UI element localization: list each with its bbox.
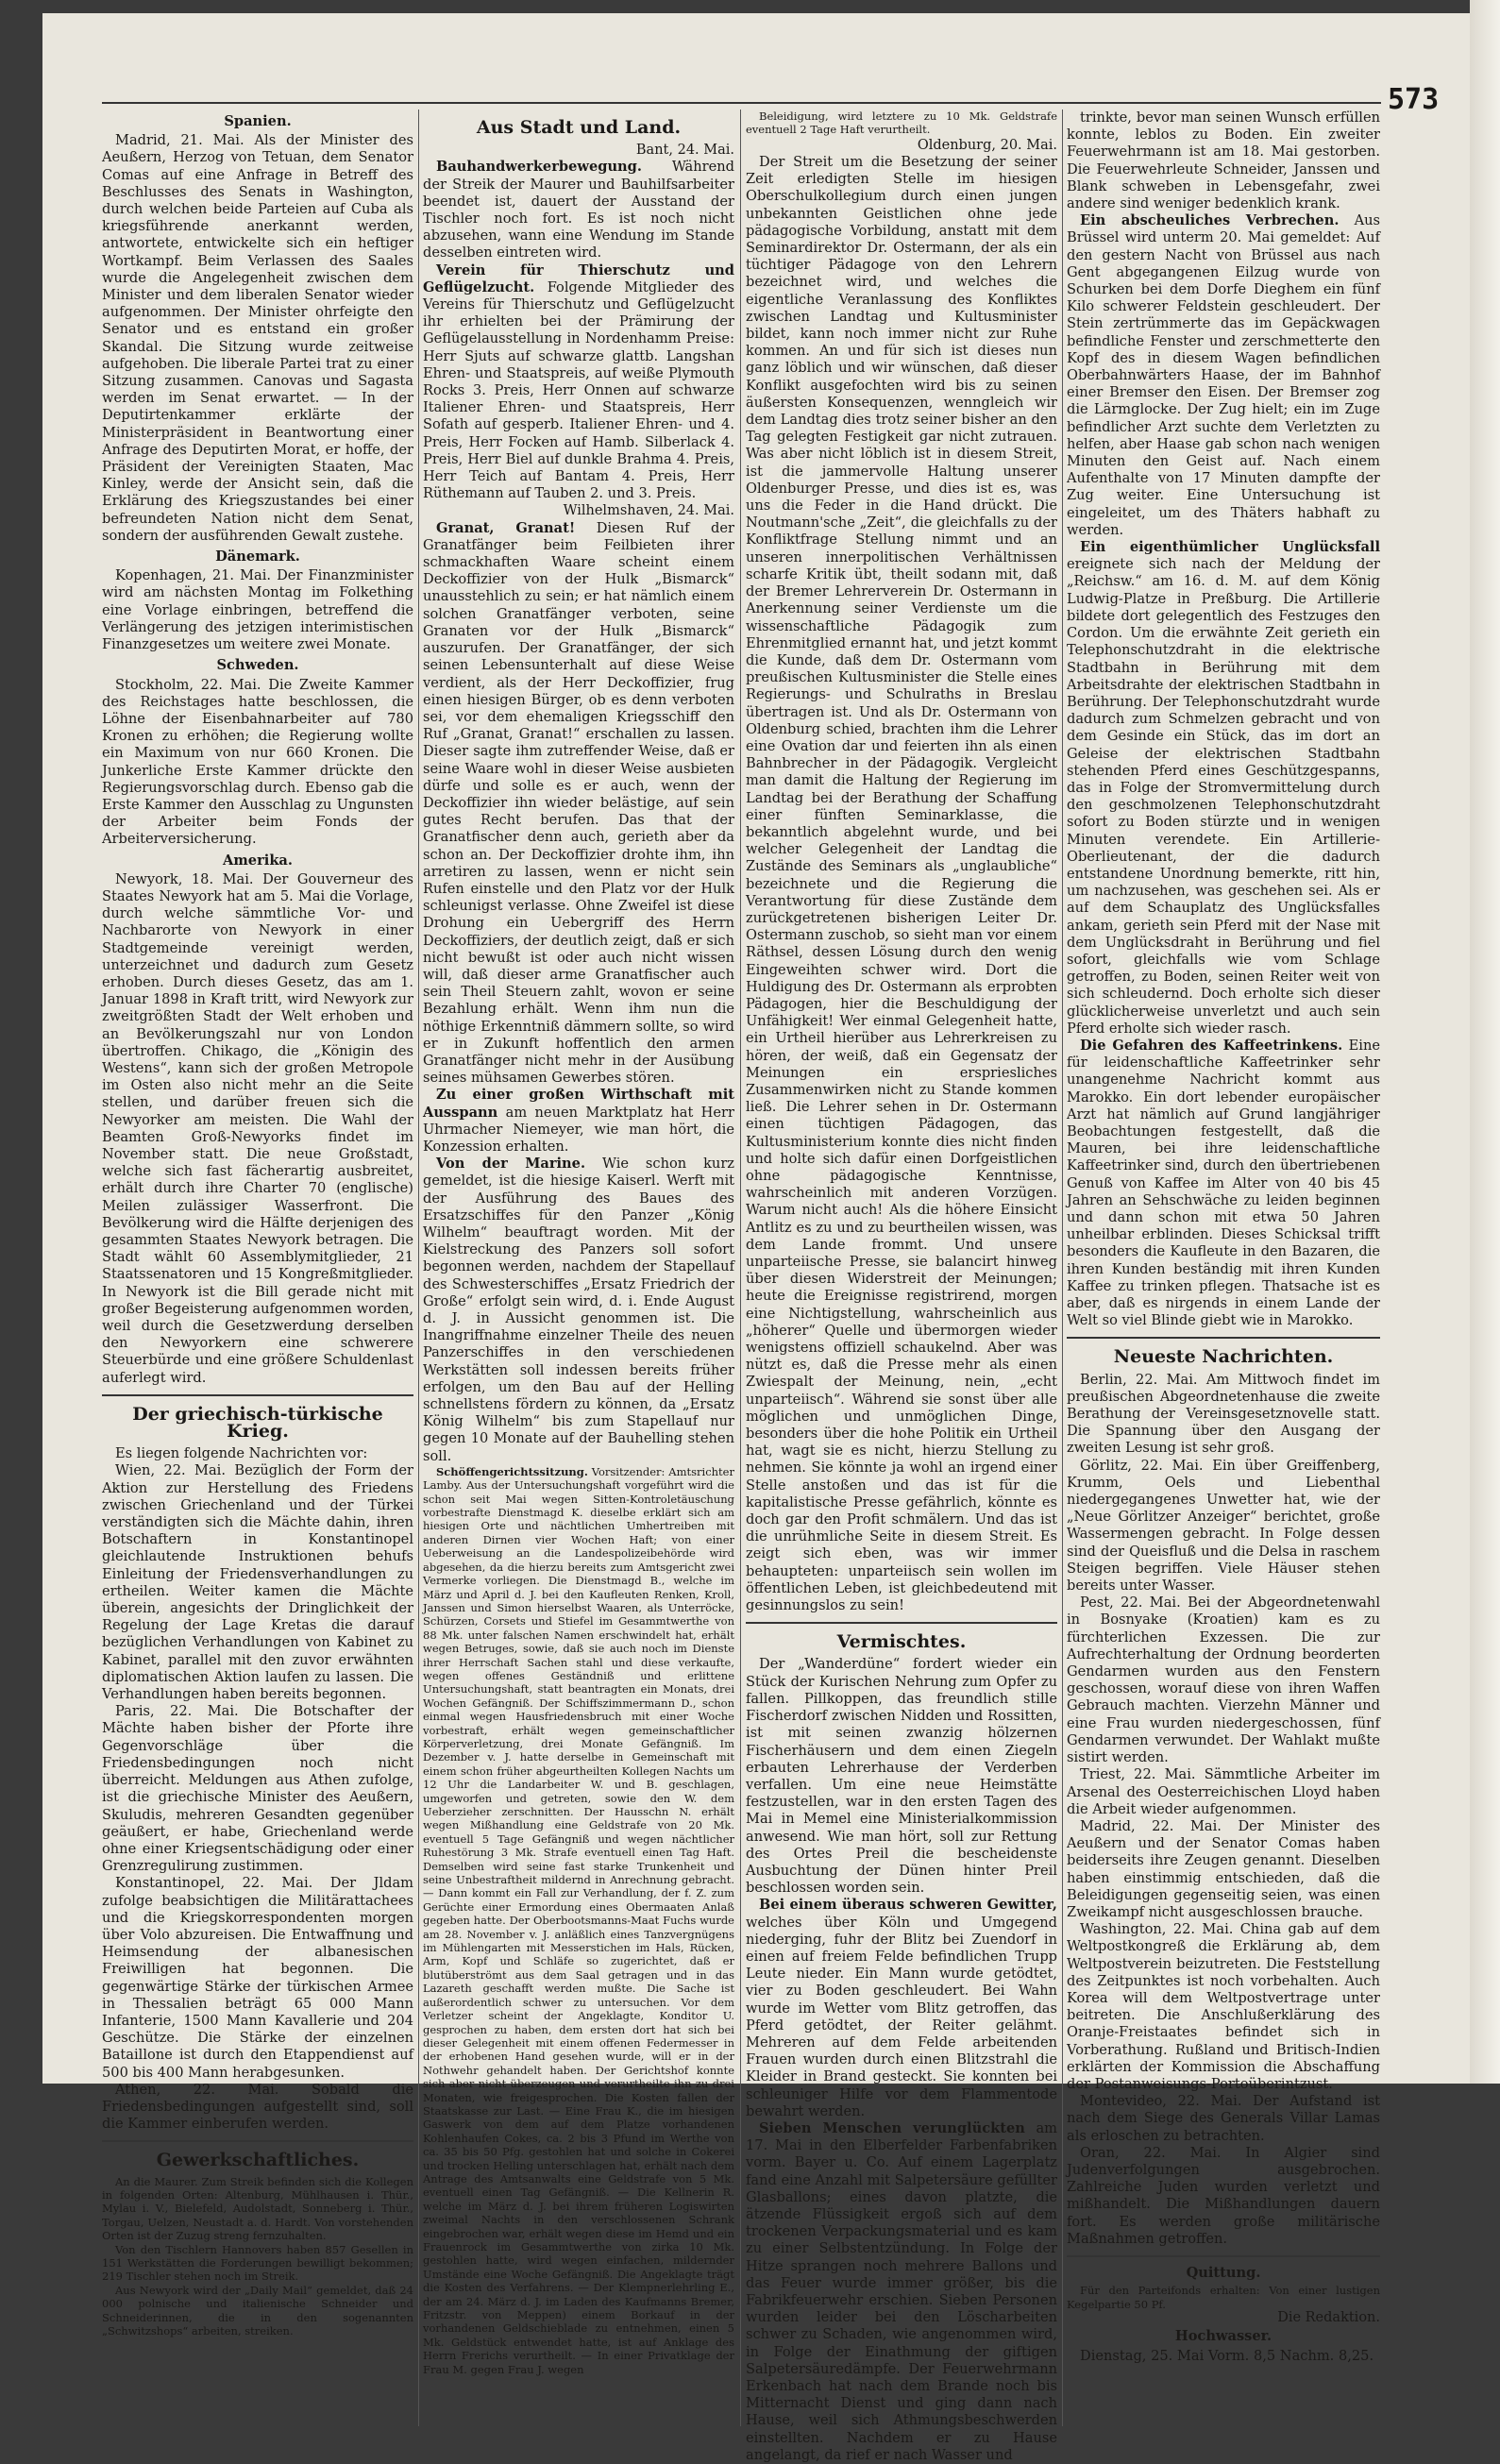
heading-vermischtes: Vermischtes. [836,1631,967,1653]
heading-schweden: Schweden. [216,657,299,674]
article-madrid: Madrid, 22. Mai. Der Minister des Aeußern und der Senator Comas haben beiderseits ihre Zeugen genannt. Dieselben haben einstimmig entschieden, daß die Beleidigungen gegenseitig seien, was einen Zweikampf nicht ausgeschlossen brauche. [1067,1817,1380,1920]
article-athen: Athen, 22. Mai. Sobald die Friedensbedingungen aufgestellt sind, soll die Kammer einberufen werden. [102,2081,413,2133]
heading-krieg: Der griechisch-türkische Krieg. [132,1403,383,1443]
dateline-wilhelmshaven: Wilhelmshaven, 24. Mai. [563,503,734,519]
article-granat: Diesen Ruf der Granatfänger beim Feilbieten ihrer schmackhaften Waare scheint einem Deckoffizier von der Hulk „Bismarck“ unausstehlich zu sein; er hat nämlich einem solchen Granatfänger verboten, seine Granaten vor der Hulk „Bismarck“ auszurufen. Der Granatfänger, der sich seinen Lebensunterhalt auf diese Weise verdient, als der Herr Deckoffizier, frug einen hiesigen Bürger, ob es denn verboten sei, vor dem ehemaligen Kriegsschiff den Ruf „Granat, Granat!“ erschallen zu lassen. Dieser sagte ihm zutreffender Weise, daß er seine Waare wohl in dieser Weise ausbieten dürfe und solle es er auch, wenn der Deckoffizier ihn wieder belästige, auf sein gutes Recht berufen. Das that der Granatfischer denn auch, gerieth aber da schon an. Der Deckoffizier drohte ihm, ihn arretiren zu lassen, wenn er nicht sein Rufen einstelle und den Platz vor der Hulk schleunigst verlasse. Ohne Zweifel ist diese Drohung ein Uebergriff des Herrn Deckoffiziers, der deutlich zeigt, daß er sich nicht bewußt ist oder auch nicht wissen will, daß dieser arme Granatfischer auch sein Theil Steuern zahlt, wovon er seine Bezahlung erhält. Wenn ihm nun die nöthige Erkenntniß dämmern sollte, so wird er in Zukunft hoffentlich den armen Granatfänger nicht mehr in der Ausübung seines mühsamen Gewerbes stören. [423,519,734,1087]
heading-spanien: Spanien. [224,113,292,129]
article-wirthschaft: am neuen Marktplatz hat Herr Uhrmacher Niemeyer, wie man hört, die Konzession erhalten. [423,1104,734,1155]
gewerk-newyork: Aus Newyork wird der „Daily Mail“ gemeldet, daß 24 000 polnische und italienische Schneider und Schneiderinnen, die in den sogenannten „Schwitzshops“ arbeiten, streiken. [102,2283,413,2338]
sub-unglueck: Ein eigenthümlicher Unglücksfall [1080,539,1380,556]
article-wien: Wien, 22. Mai. Bezüglich der Form der Aktion zur Herstellung des Friedens zwischen Griechenland und der Türkei verständigten sich die Mächte dahin, ihren Botschaftern in Konstantinopel gleichlautende Instruktionen behufs Einleitung der Friedensverhandlungen zu ertheilen. Weiter kamen die Mächte überein, angesichts der Dringlichkeit der Regelung der Lage Kretas die darauf bezüglichen Verhandlungen von Kabinet zu Kabinet, parallel mit den zuvor erwähnten diplomatischen Aktion laufen zu lassen. Die Verhandlungen haben bereits begonnen. [102,1462,413,1703]
section-rule [1067,2255,1380,2257]
sub-wirthschaft: Zu einer großen Wirthschaft mit Ausspann [423,1087,734,1121]
article-washington: Washington, 22. Mai. China gab auf dem Weltpostkongreß die Erklärung ab, dem Weltpostverein beizutreten. Die Feststellung des Zeitpunktes ist noch vorbehalten. Auch Korea will dem Weltpostvertrage unter beitreten. Die Anschlußerklärung des Oranje-Freistaates befindet sich in Vorberathung. Rußland und Britisch-Indien erklärten der Kommission die Abschaffung der Postanweisungs-Portoüberintzust. [1067,1921,1380,2092]
article-schweden: Stockholm, 22. Mai. Die Zweite Kammer des Reichstages hatte beschlossen, die Löhne der Eisenbahnarbeiter auf 780 Kronen zu erhöhen; die Regierung wollte ein Maximum von nur 660 Kronen. Die Junkerliche Erste Kammer drückte den Regierungsvorschlag durch. Ebenso gab die Erste Kammer den Ausschlag zu Ungunsten der Arbeiter beim Fonds der Arbeiterversicherung. [102,676,413,848]
page-number: 573 [1388,83,1440,116]
heading-daenemark: Dänemark. [215,548,300,565]
dateline-oldenburg: Oldenburg, 20. Mai. [917,137,1057,153]
quittung-text: Für den Parteifonds erhalten: Von einer lustigen Kegelpartie 50 Pf. [1067,2284,1380,2311]
article-wanderduene: Der „Wanderdüne“ fordert wieder ein Stück der Kurischen Nehrung zum Opfer zu fallen. Pillkoppen, das freundlich stille Fischerdorf zwischen Nidden und Rossitten, ist mit seinen zwanzig hölzernen Fischerhäusern und dem einen Ziegeln erbauten Lehrerhause der Verderben verfallen. Um eine neue Heimstätte festzustellen, war in den ersten Tagen des Mai in Memel eine Ministerialkommission anwesend. Wie man hört, soll zur Rettung des Ortes Preil die bescheidenste Ausbuchtung der Dünen hinter Preil beschlossen worden sein. [746,1656,1057,1897]
heading-quittung: Quittung. [1186,2264,1261,2281]
article-oldenburg: Der Streit um die Besetzung der seiner Zeit erledigten Stelle im hiesigen Oberschulkollegium durch einen jungen unbekannten Geistlichen ohne jede pädagogische Vorbildung, anstatt mit dem Seminardirektor Dr. Ostermann, der als ein tüchtiger Pädagoge von den Lehrern bezeichnet wird, und welches die eigentliche Veranlassung des Konfliktes zwischen Landtag und Kultusminister bildet, kann noch immer nicht zur Ruhe kommen. An und für sich ist dieses nun ganz löblich und wir wünschen, daß dieser Konflikt ausgefochten wird bis zu seinen äußersten Konsequenzen, wenngleich wir dem Landtag dies trotz seiner bisher an den Tag gelegten Festigkeit gar nicht zutrauen. Was aber nicht löblich ist in diesem Streit, ist die jammervolle Haltung unserer Oldenburger Presse, und dies ist es, was uns die Feder in die Hand drückt. Die Noutmann'sche „Zeit“, die gleichfalls zu der Konfliktfrage Stellung nimmt und an unseren innerpolitischen Verhältnissen scharfe Kritik übt, theilt sodann mit, daß der Bremer Lehrerverein Dr. Ostermann in Anerkennung seiner Verdienste um die wissenschaftliche Pädagogik zum Ehrenmitglied ernannt hat, und jetzt kommt die Kunde, daß dem Dr. Ostermann vom preußischen Kultusminister die Stelle eines Regierungs- und Schulraths in Breslau übertragen ist. Und als Dr. Ostermann von Oldenburg schied, brachten ihm die Lehrer eine Ovation dar und feierten ihn als einen Bahnbrecher in der Pädagogik. Vergleicht man damit die Haltung der Regierung im Landtag bei der Berathung der Schaffung einer fünften Seminarklasse, die bekanntlich abgelehnt wurde, und bei welcher Gelegenheit der Landtag die Zustände des Seminars als „unglaubliche“ bezeichnete und die Regierung die Verantwortung für diese Zustände dem zurückgetretenen bisherigen Leiter Dr. Ostermann zuschob, so sieht man vor einem Räthsel, dessen Lösung durch den wenig Eingeweihten schwer wird. Dort die Huldigung des Dr. Ostermann als erprobten Pädagogen, hier die Beschuldigung der Unfähigkeit! Wer einmal Gelegenheit hatte, ein Urtheil hierüber aus Lehrerkreisen zu hören, der weiß, daß ein Gegensatz der Meinungen ein erspriesliches Zusammenwirken nicht zu Stande kommen ließ. Die Lehrer sehen in Dr. Ostermann einen tüchtigen Pädagogen, das Kultusministerium konnte dies nicht finden und holte sich dafür einen Dorfgeistlichen ohne pädagogische Kenntnisse, wahrscheinlich mit anderen Vorzügen. Warum nicht auch! Als die höhere Einsicht Antlitz es zu und zu beurtheilen wissen, was dem Lande frommt. Und unsere unparteiische Presse, sie balancirt hinweg über diesen Widerstreit der Meinungen; heute die Ereignisse registrirend, morgen eine Nichtigstellung, wahrscheinlich aus „höherer“ Quelle und übermorgen wieder wenigstens offiziell schaukelnd. Aber was nützt es, daß die Presse mehr als einen Zwiespalt der Meinung, nein, „echt unparteiisch“. Während sie sonst über alle möglichen und unmöglichen Dinge, besonders über die hohe Politik ein Urtheil hat, wagt sie es nicht, hierzu Stellung zu nehmen. Sie könnte ja wohl an irgend einer Stelle anstoßen und das ist für die kapitalistische Presse gefährlich, könnte es doch gar den Profit schmälern. Und das ist die unrühmliche Seite in diesem Streit. Es zeigt sich eben, was wir immer behaupteten: unparteiisch sein wollen im öffentlichen Leben, ist gleichbedeutend mit gesinnungslos zu sein! [746,154,1057,1614]
sub-verbrechen: Ein abscheuliches Verbrechen. [1080,212,1340,229]
article-berlin: Berlin, 22. Mai. Am Mittwoch findet im preußischen Abgeordnetenhause die zweite Berathung der Vereinsgesetznovelle statt. Die Spannung über den Ausgang der zweiten Lesung ist sehr groß. [1067,1371,1380,1457]
column-2 [423,110,734,2426]
section-rule [102,2140,413,2142]
column-divider [1062,110,1063,2426]
section-rule [746,1622,1057,1624]
article-kaffee: Eine für leidenschaftliche Kaffeetrinker sehr unangenehme Nachricht kommt aus Marokko. Ein dort lebender europäischer Arzt hat nämlich auf Grund langjähriger Beobachtungen festgestellt, daß die Mauren, bei ihre leidenschaftliche Kaffeetrinker sind, durch den übertriebenen Genuß von Kaffee im Alter von 40 bis 45 Jahren an Sehschwäche zu leiden beginnen und dann schon mit etwa 50 Jahren unheilbar erblinden. Dieses Schicksal trifft besonders die Kaufleute in den Bazaren, die ihren Kunden beständig mit ihren Kunden Kaffee zu trinken pflegen. Thatsache ist es aber, daß es nirgends in einem Lande der Welt so viel Blinde giebt wie in Marokko. [1067,1037,1380,1329]
krieg-intro: Es liegen folgende Nachrichten vor: [115,1445,368,1462]
column-3 [746,110,1057,2463]
gewerk-tischler: Von den Tischlern Hannovers haben 857 Gesellen in 151 Werkstätten die Forderungen bewilligt bekommen; 219 Tischler stehen noch im Streik. [102,2242,413,2284]
heading-amerika: Amerika. [223,852,293,869]
sub-kaffee: Die Gefahren des Kaffeetrinkens. [1080,1037,1343,1054]
article-triest: Triest, 22. Mai. Sämmtliche Arbeiter im Arsenal des Oesterreichischen Lloyd haben die Arbeit wieder aufgenommen. [1067,1766,1380,1817]
heading-stadt-land: Aus Stadt und Land. [476,117,682,138]
continuation-top: trinkte, bevor man seinen Wunsch erfüllen konnte, leblos zu Boden. Ein zweiter Feuerwehrmann ist am 18. Mai gestorben. Die Feuerwehrleute Schneider, Janssen und Blank schweben in Lebensgefahr, zwei andere sind weniger bedenklich krank. [1067,110,1380,212]
section-rule [1067,1337,1380,1339]
sub-verein: Verein für Thierschutz und Geflügelzucht. [423,262,734,295]
article-schoeffen: Vorsitzender: Amtsrichter Lamby. Aus der Untersuchungshaft vorgeführt wird die schon seit Mai wegen Sitten-Kontroletäuschung vorbestrafte Dienstmagd K. dieselbe erklärt sich am hiesigen Orte und nächtlichen Umhertreiben mit anderen Dirnen vier Wochen Haft; von einer Ueberweisung an die Landespolizeibehörde wird abgesehen, da die hierzu bereits zum Amtsgericht zwei Vermerke vorliegen. Die Dienstmagd B., welche im März und April d. J. bei den Kaufleuten Renken, Kroll, Janssen und Simon hierselbst Waaren, als Unterröcke, Schürzen, Corsets und Stiefel im Gesammtwerthe von 88 Mk. unter falschen Namen erschwindelt hat, erhält wegen Betruges, sowie, daß sie auch noch im Dienste ihrer Herrschaft Sachen stahl und diese verkaufte, wegen offenes Geständniß und erlittene Untersuchungshaft, statt beantragten ein Monats, drei Wochen Gefängniß. Der Schiffszimmermann D., schon einmal wegen Hausfriedensbruch mit einer Woche vorbestraft, erhält wegen gemeinschaftlicher Körperverletzung, drei Monate Gefängniß. Im Dezember v. J. hatte derselbe in Gemeinschaft mit einem schon früher abgeurtheilten Kollegen Nachts um 12 Uhr die Landarbeiter W. und B. geschlagen, umgeworfen und getreten, sowie den W. dem Ueberzieher zerschnitten. Der Hausschn N. erhält wegen Mißhandlung eine Geldstrafe von 20 Mk. eventuell 5 Tage Gefängniß und wegen nächtlicher Ruhestörung 3 Mk. Strafe eventuell einen Tag Haft. Demselben wird seine fast starke Trunkenheit und seine Unbestraftheit mildernd in Anrechnung gebracht. — Dann kommt ein Fall zur Verhandlung, der f. Z. zum Gerüchte einer Ermordung eines Obermaaten Anlaß gegeben hatte. Der Oberbootsmanns-Maat Fuchs wurde am 28. November v. J. anläßlich eines Tanzvergnügens im Mühlengarten mit Messerstichen im Hals, Rücken, Arm, Kopf und Schläfe so zugerichtet, daß er blutüberströmt aus dem Saal getragen und in das Lazareth geschafft werden mußte. Die Sache ist außerordentlich schwer zu untersuchen. Vor dem Verletzer scheint der Angeklagte, Konditor U. gesprochen zu haben, dem ersten dort hat sich bei dieser Gelegenheit mit einem offenen Federmesser in der erhobenen Hand gesehen wurde, will er in der Nothwehr gehandelt haben. Der Gerichtshof konnte sich aber nicht überzeugen und verurtheilte ihn zu drei Monaten, wie freigesprochen. Die Kosten fallen der Staatskasse zur Last. — Eine Frau K., die im hiesigen Gaswerk von dem auf dem Platze vorhandenen Kohlenhaufen Cokes, ca. 2 bis 3 Pfund im Werthe von ca. 35 bis 50 Pfg. gestohlen hat und solche in Cokerei und trocken Helling unterschlagen hat, erhält nach dem Antrage des Amtsanwalts eine Geldstrafe von 5 Mk. eventuell einen Tag Gefängniß. — Die Kellnerin R. welche im März d. J. bei ihrem früheren Logiswirten zweimal Nachts in den verschlossenen Schrank eingebrochen war, erhält wegen diese im Hemd und ein Frauenrock im Gesammtwerthe von zirka 10 Mk. gestohlen hatte, wird wegen einfachen, mildernder Umstände eine Woche Gefängniß. Die Angeklagte trägt die Kosten des Verfahrens. — Der Klempnerlehrling E., der am 24. März d. J. im Laden des Kaufmanns Bremer, Fritzstr. von Meppen) einem Borkauf in der vorhandenen Geldschieblade zu entnehmen, einen 5 Mk. Geldstück entwendet hatte, ist auf Anklage des Herrn Frerichs verurtheilt. — In einer Privatklage der Frau M. gegen Frau J. wegen [423,1464,734,2376]
article-montevideo: Montevideo, 22. Mai. Der Aufstand ist nach dem Siege des Generals Villar Lamas als erloschen zu betrachten. [1067,2093,1380,2144]
article-spanien: Madrid, 21. Mai. Als der Minister des Aeußern, Herzog von Tetuan, dem Senator Comas auf eine Anfrage in Betreff des Beschlusses des Senats in Washington, durch welchen beide Parteien auf Cuba als kriegsführende anerkannt werden, antwortete, entwickelte sich ein heftiger Wortkampf. Beim Verlassen des Saales wurde die Angelegenheit zwischen dem Minister und dem liberalen Senator wieder aufgenommen. Der Minister ohrfeigte den Senator und es entstand ein großer Skandal. Die Sitzung wurde zeitweise aufgehoben. Die liberale Partei trat zu einer Sitzung zusammen. Canovas und Sagasta werden im Senat erwartet. — In der Deputirtenkammer erklärte der Ministerpräsident in Beantwortung einer Anfrage des Deputirten Morat, er hoffe, der Präsident der Vereinigten Staaten, Mac Kinley, werde der Ansicht sein, daß die Erklärung des Kriegszustandes bei einer befreundeten Nation nicht dem Senat, sondern der ausführenden Gewalt zustehe. [102,132,413,544]
gewerk-maurer: An die Maurer. Zum Streik befinden sich die Kollegen in folgenden Orten: Altenburg, Mühlhausen i. Thür., Mylau i. V., Bielefeld, Audolstadt, Sonneberg i. Thür., Torgau, Uelzen, Neustadt a. d. Hardt. Von vorstehenden Orten ist der Zuzug streng fernzuhalten. [102,2174,413,2243]
page-edge [1470,0,1500,2084]
sub-marine: Von der Marine. [436,1156,586,1173]
article-verbrechen: Aus Brüssel wird unterm 20. Mai gemeldet: Auf den gestern Nacht von Brüssel aus nach Gent abgegangenen Eilzug wurde von Schurken bei dem Dorfe Dieghem ein fünf Kilo schwerer Feldstein geschleudert. Der Stein zertrümmerte das im Gepäckwagen befindliche Fenster und zerschmetterte den Kopf des in diesem Wagen befindlichen Oberbahnwärters Haase, der im Bahnhof einer Bremser den Eisen. Der Bremser zog die Lärmglocke. Der Zug hielt; ein im Zuge befindlicher Arzt suchte dem Verletzten zu helfen, aber Haase gab schon nach wenigen Minuten den Geist auf. Nach einem Aufenthalte von 17 Minuten dampfte der Zug weiter. Eine Untersuchung ist eingeleitet, um des Thäters habhaft zu werden. [1067,212,1381,538]
heading-gewerk: Gewerkschaftliches. [156,2150,360,2171]
article-bau: Während der Streik der Maurer und Bauhilfsarbeiter beendet ist, dauert der Ausstand der Tischler noch fort. Es ist noch nicht abzusehen, wann eine Wendung im Stande desselben eintreten wird. [423,159,734,262]
article-sieben: am 17. Mai in den Elberfelder Farbenfabriken vorm. Bayer u. Co. Auf einem Lagerplatz fand eine Anzahl mit Salpetersäure gefüllter Glasballons; eines davon platzte, die ätzende Flüssigkeit ergoß sich auf dem trockenen Verpackungsmaterial und es kam zu einer Selbstentzündung. In Folge der Hitze sprangen noch mehrere Ballons und das Feuer wurde immer größer, bis die Fabrikfeuerwehr erschien. Sieben Personen wurden leider bei den Löscharbeiten schwer zu Schaden, wie angenommen wird, in Folge der Einathmung der giftigen Salpetersäuredämpfe. Der Feuerwehrmann Erkenbach hat nach dem Brande noch bis Mitternacht Dienst und ging dann nach Hause, weil sich Athmungsbeschwerden einstellten. Nachdem er zu Hause angelangt, da rief er nach Wasser und [746,2119,1057,2463]
article-goerlitz: Görlitz, 22. Mai. Ein über Greiffenberg, Krumm, Oels und Liebenthal niedergegangenes Unwetter hat, wie der „Neue Görlitzer Anzeiger“ berichtet, große Wassermengen gebracht. In Folge dessen sind der Queisfluß und die Delsa in raschem Steigen begriffen. Viele Häuser stehen bereits unter Wasser. [1067,1457,1380,1595]
quittung-signature: Die Redaktion. [1277,2310,1380,2325]
section-rule [102,1394,413,1396]
sub-sieben: Sieben Menschen verunglückten [759,2119,1025,2136]
article-daenemark: Kopenhagen, 21. Mai. Der Finanzminister wird am nächsten Montag im Folkething eine Vorlage einbringen, betreffend die Verlängerung des jetzigen interimistischen Finanzgesetzes um weitere zwei Monate. [102,567,413,653]
article-paris: Paris, 22. Mai. Die Botschafter der Mächte haben bisher der Pforte ihre Gegenvorschläge über die Friedensbedingungen noch nicht überreicht. Meldungen aus Athen zufolge, ist die griechische Minister des Aeußern, Skuludis, mehreren Gesandten gegenüber geäußert, er habe, Griechenland werde ohne einer Kriegsentschädigung oder einer Grenzregulirung zustimmen. [102,1703,413,1875]
article-amerika: Newyork, 18. Mai. Der Gouverneur des Staates Newyork hat am 5. Mai die Vorlage, durch welche sämmtliche Vor- und Nachbarorte von Newyork in einer Stadtgemeinde vereinigt werden, unterzeichnet und dadurch zum Gesetz erhoben. Durch dieses Gesetz, das am 1. Januar 1898 in Kraft tritt, wird Newyork zur zweitgrößten Stadt der Welt erhoben und an Bevölkerungszahl nur von London übertroffen. Chikago, die „Königin des Westens“, kann sich der großen Metropole im Osten also nicht mehr an die Seite stellen, und darüber freuen sich die Newyorker am meisten. Die Wahl der Beamten Groß-Newyorks findet im November statt. Die neue Großstadt, welche sich fast fächerartig ausbreitet, erhält durch ihre Charter 70 (englische) Meilen zulässiger Wasserfront. Die Bevölkerung wird die Hälfte derjenigen des gesammten Staates Newyork betragen. Die Stadt wählt 60 Assemblymitglieder, 21 Staatssenatoren und 15 Kongreßmitglieder. In Newyork ist die Bill gerade nicht mit großer Begeisterung aufgenommen worden, weil durch die Gesetzwerdung derselben den Newyorkern eine schwerere Steuerbürde und eine größere Schuldenlast auferlegt wird. [102,870,413,1386]
column-divider [418,110,419,2426]
column-divider [740,110,741,2426]
article-gewitter: welches über Köln und Umgegend niederging, fuhr der Blitz bei Zuendorf in einen auf freiem Felde befindlichen Trupp Leute nieder. Ein Mann wurde getödtet, vier zu Boden geschleudert. Bei Wahn wurde im Wetter vom Blitz getroffen, das Pferd getödtet, der Reiter gelähmt. Mehreren auf dem Felde arbeitenden Frauen wurden durch einen Blitzstrahl die Kleider in Brand gesteckt. Sie konnten bei schleuniger Hilfe vor dem Flammentode bewahrt werden. [746,1914,1057,2119]
hochwasser-text: Dienstag, 25. Mai Vorm. 8,5 Nachm. 8,25. [1080,2347,1374,2364]
heading-hochwasser: Hochwasser. [1174,2328,1272,2345]
sub-schoeffen: Schöffengerichtssitzung. [436,1464,588,1478]
sub-gewitter: Bei einem überaus schweren Gewitter, [759,1897,1057,1914]
continuation-top: Beleidigung, wird letztere zu 10 Mk. Geldstrafe eventuell 2 Tage Haft verurtheilt. [746,110,1057,137]
sub-bau: Bauhandwerkerbewegung. [436,159,642,176]
article-pest: Pest, 22. Mai. Bei der Abgeordnetenwahl in Bosnyake (Kroatien) kam es zu fürchterlichen Exzessen. Die zur Aufrechterhaltung der Ordnung beorderten Gendarmen wurden aus den Fenstern geschossen, worauf diese von ihren Waffen Gebrauch machten. Vierzehn Männer und eine Frau wurden niedergeschossen, fünf Gendarmen verwundet. Der Wahlakt mußte sistirt werden. [1067,1595,1380,1766]
article-konstantinopel: Konstantinopel, 22. Mai. Der Jldam zufolge beabsichtigen die Militärattachees und die Kriegskorrespondenten morgen über Volo abzureisen. Die Entwaffnung und Heimsendung der albanesischen Freiwilligen hat begonnen. Die gegenwärtige Stärke der türkischen Armee in Thessalien beträgt 65 000 Mann Infanterie, 1500 Mann Kavallerie und 204 Geschütze. Die Stärke der einzelnen Bataillone ist durch den Etappendienst auf 500 bis 400 Mann herabgesunken. [102,1875,413,2081]
article-unglueck: ereignete sich nach der Meldung der „Reichsw.“ am 16. d. M. auf dem König Ludwig-Platze in Preßburg. Die Artillerie bildete dort gelegentlich des Festzuges den Cordon. Um die erwähnte Zeit gerieth ein Telephonschutzdraht in die elektrische Stadtbahn in Berührung mit dem Arbeitsdrahte der elektrischen Stadtbahn in Berührung. Der Telephonschutzdraht wurde dadurch zum Schmelzen gebracht und von dem Gesinde ein Stück, das im dort an Geleise der elektrischen Stadtbahn stehenden Pferd eines Geschützgespanns, das in Folge der Stromvermittelung durch den geschmolzenen Telephonschutzdraht sofort zu Boden stürzte und in wenigen Minuten verendete. Ein Artillerie-Oberlieutenant, der die dadurch entstandene Unordnung bemerkte, ritt hin, um nachzusehen, was geschehen sei. Als er auf dem Schauplatz des Unglücksfalles ankam, gerieth sein Pferd mit der Nase mit dem Unglücksdraht in Berührung und fiel sofort, gleichfalls wie vom Schlage getroffen, zu Boden, seinen Reiter weit von sich schleudernd. Doch erholte sich dieser glücklicherweise unverletzt und auch sein Pferd erholte sich wieder rasch. [1067,556,1380,1037]
sub-granat: Granat, Granat! [436,519,576,536]
dateline-bant: Bant, 24. Mai. [635,143,734,159]
article-oran: Oran, 22. Mai. In Algier sind Judenverfolgungen ausgebrochen. Zahlreiche Juden wurden verletzt und mißhandelt. Die Mißhandlungen dauern fort. Es werden große militärische Maßnahmen getroffen. [1067,2144,1380,2247]
column-4 [1067,110,1380,2426]
column-1 [102,110,413,2426]
article-marine: Wie schon kurz gemeldet, ist die hiesige Kaiserl. Werft mit der Ausführung des Baues des Ersatzschiffes für den Panzer „König Wilhelm“ beauftragt worden. Mit der Kielstreckung des Panzers soll sofort begonnen werden, nachdem der Stapellauf des Schwesterschiffes „Ersatz Friedrich der Große“ erfolgt sein wird, d. i. Ende August d. J. in Aussicht genommen ist. Die Inangriffnahme einzelner Theile des neuen Panzerschiffes in den verschiedenen Werkstätten soll indessen bereits früher erfolgen, um den Bau auf der Helling schnellstens fördern zu können, da „Ersatz König Wilhelm“ bis zum Stapellauf nur gegen 10 Monate auf der Bauhelling stehen soll. [423,1156,734,1464]
top-rule [102,102,1381,104]
heading-neueste: Neueste Nachrichten. [1113,1346,1334,1368]
article-verein: Folgende Mitglieder des Vereins für Thierschutz und Geflügelzucht ihr erhielten bei der Prämirung der Geflügelausstellung in Nordenhamm Preise: Herr Sjuts auf schwarze glattb. Langshan Ehren- und Staatspreis, auf weiße Plymouth Rocks 3. Preis, Herr Onnen auf schwarze Italiener Ehren- und Staatspreis, Herr Sofath auf gesperb. Italiener Ehren- und 4. Preis, Herr Focken auf Hamb. Silberlack 4. Preis, Herr Biel auf dunkle Brahma 4. Preis, Herr Teich auf Bantam 4. Preis, Herr Rüthemann auf Tauben 2. und 3. Preis. [423,278,734,502]
